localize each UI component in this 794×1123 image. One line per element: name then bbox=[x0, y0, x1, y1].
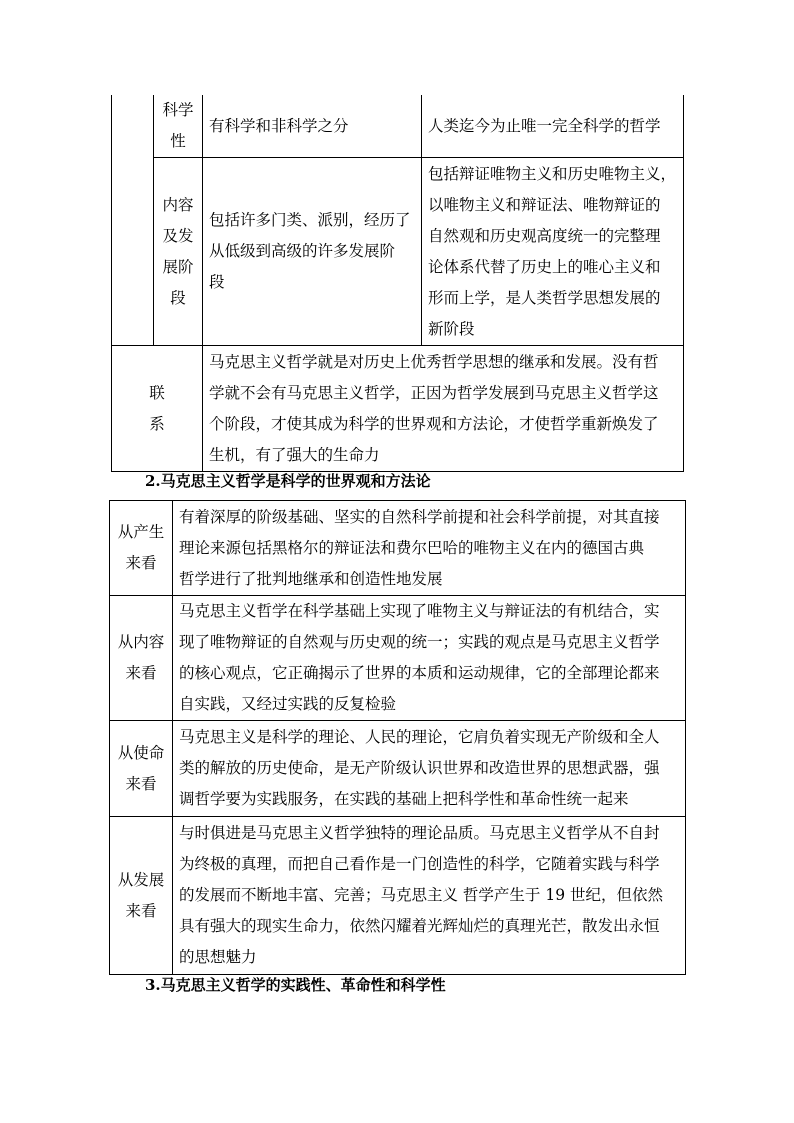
cell-link-text: 马克思主义哲学就是对历史上优秀哲学思想的继承和发展。没有哲 学就不会有马克思主义哲学，正因为哲学发展到马克思主义哲学这 个阶段，才使其成为科学的世界观和方法论，才使哲学重新焕发了 生机，有了强大的生命力 bbox=[203, 346, 684, 472]
row-label-content: 内容 及发 展阶 段 bbox=[154, 158, 203, 346]
table-row bbox=[110, 501, 686, 596]
continued-cell bbox=[112, 95, 154, 346]
cell-other-science: 有科学和非科学之分 bbox=[203, 95, 422, 158]
cell-other-content: 包括许多门类、派别，经历了 从低级到高级的许多发展阶 段 bbox=[203, 158, 422, 346]
cell-marx-content: 包括辩证唯物主义和历史唯物主义， 以唯物主义和辩证法、唯物辩证的 自然观和历史观高度统一的完整理 论体系代替了历史上的唯心主义和 形而上学，是人类哲学思想发展的 新阶段 bbox=[422, 158, 684, 346]
row-label-content: 从内容 来看 bbox=[110, 596, 173, 721]
worldview-table bbox=[109, 500, 686, 975]
table-row-science bbox=[112, 95, 684, 158]
row-text-development: 与时俱进是马克思主义哲学独特的理论品质。马克思主义哲学从不自封 为终极的真理，而把自己看作是一门创造性的科学，它随着实践与科学 的发展而不断地丰富、完善；马克思主义 哲学产生于 19 世纪，但依然 具有强大的现实生命力，依然闪耀着光辉灿烂的真理光芒，散发出永恒 的思想魅力 bbox=[173, 817, 686, 975]
comparison-table bbox=[111, 95, 684, 472]
row-text-content: 马克思主义哲学在科学基础上实现了唯物主义与辩证法的有机结合，实 现了唯物辩证的自然观与历史观的统一；实践的观点是马克思主义哲学 的核心观点，它正确揭示了世界的本质和运动规律，它的全部理论都来 自实践，又经过实践的反复检验 bbox=[173, 596, 686, 721]
table-row-link bbox=[112, 346, 684, 472]
table-row bbox=[110, 596, 686, 721]
cell-marx-science: 人类迄今为止唯一完全科学的哲学 bbox=[422, 95, 684, 158]
row-label-link: 联 系 bbox=[112, 346, 203, 472]
table-row bbox=[110, 817, 686, 975]
table-row bbox=[110, 721, 686, 817]
row-label-origin: 从产生 来看 bbox=[110, 501, 173, 596]
section-heading-3: 3.马克思主义哲学的实践性、革命性和科学性 bbox=[145, 976, 446, 994]
row-label-development: 从发展 来看 bbox=[110, 817, 173, 975]
table-row-content bbox=[112, 158, 684, 346]
row-label-science: 科学 性 bbox=[154, 95, 203, 158]
row-text-mission: 马克思主义是科学的理论、人民的理论，它肩负着实现无产阶级和全人 类的解放的历史使命，是无产阶级认识世界和改造世界的思想武器，强 调哲学要为实践服务，在实践的基础上把科学性和革命性统一起来 bbox=[173, 721, 686, 817]
section-heading-2: 2.马克思主义哲学是科学的世界观和方法论 bbox=[145, 472, 431, 490]
row-label-mission: 从使命 来看 bbox=[110, 721, 173, 817]
row-text-origin: 有着深厚的阶级基础、坚实的自然科学前提和社会科学前提，对其直接 理论来源包括黑格尔的辩证法和费尔巴哈的唯物主义在内的德国古典 哲学进行了批判地继承和创造性地发展 bbox=[173, 501, 686, 596]
